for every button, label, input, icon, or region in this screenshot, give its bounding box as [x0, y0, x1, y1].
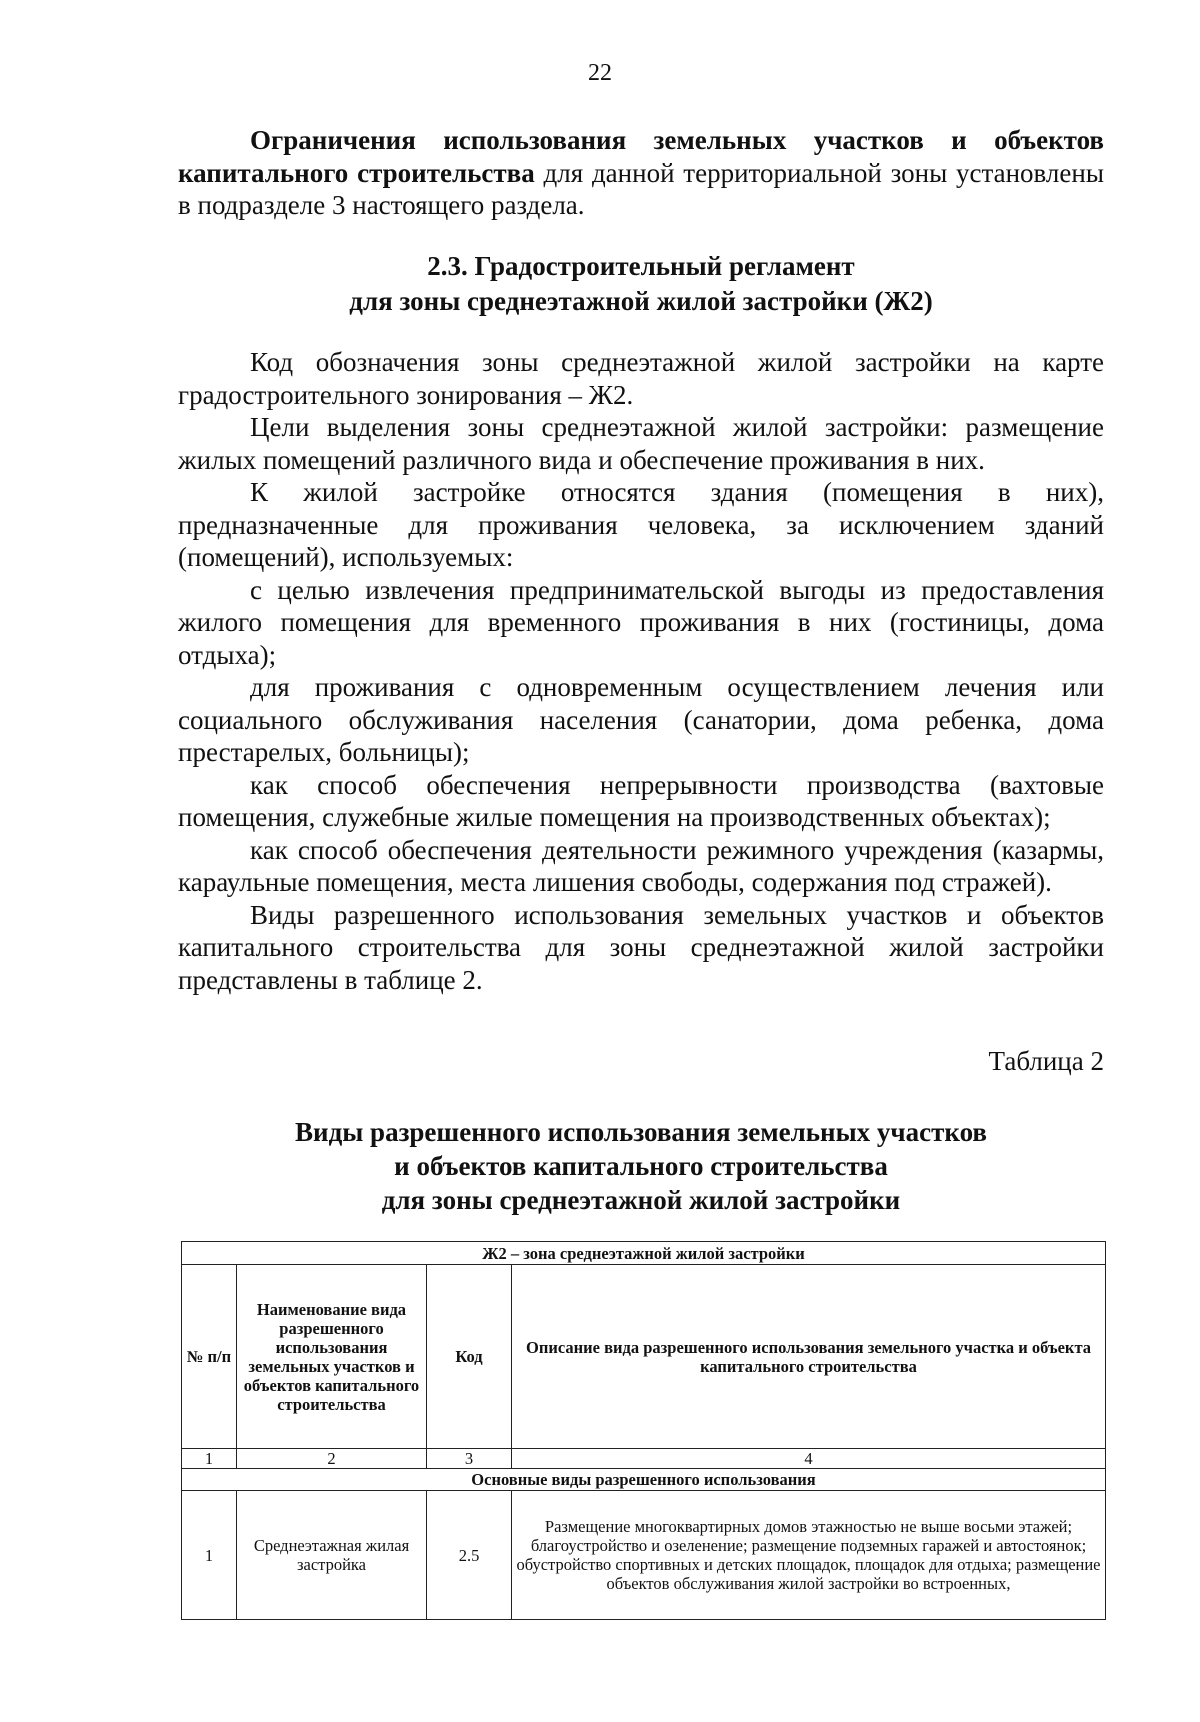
main-text [178, 346, 1104, 996]
row-description: Размещение многоквартирных домов этажностью не выше восьми этажей; благоустройство и озеленение; размещение подземных гаражей и автостоянок; обустройство спортивных и детских площадок, площадок для отдыха; размещение объектов обслуживания жилой застройки во встроенных, [512, 1491, 1106, 1620]
column-number: 1 [182, 1449, 237, 1469]
header-description: Описание вида разрешенного использования земельного участка и объекта капитального строительства [512, 1265, 1106, 1449]
page-number: 22 [588, 60, 612, 86]
table-group-row [182, 1469, 1106, 1491]
table-zone-row [182, 1242, 1106, 1265]
group-title: Основные виды разрешенного использования [182, 1469, 1106, 1491]
table-zone-title: Ж2 – зона среднеэтажной жилой застройки [182, 1242, 1106, 1265]
paragraph-exclusion-treatment: для проживания с одновременным осуществлением лечения или социального обслуживания населения (санатории, дома ребенка, дома престарелых, больницы); [178, 672, 1104, 767]
section-heading-line1: 2.3. Градостроительный регламент [427, 251, 855, 281]
table-heading-line1: Виды разрешенного использования земельных участков [295, 1117, 987, 1147]
row-code: 2.5 [427, 1491, 512, 1620]
permitted-use-table [181, 1241, 1106, 1620]
section-heading-line2: для зоны среднеэтажной жилой застройки (Ж2) [349, 286, 933, 316]
paragraph-exclusion-profit: с целью извлечения предпринимательской выгоды из предоставления жилого помещения для временного проживания в них (гостиницы, дома отдыха); [178, 574, 1104, 670]
paragraph-zone-purpose: Цели выделения зоны среднеэтажной жилой застройки: размещение жилых помещений различного вида и обеспечение проживания в них. [178, 412, 1104, 475]
header-name: Наименование вида разрешенного использования земельных участков и объектов капитального строительства [237, 1265, 427, 1449]
row-name: Среднеэтажная жилая застройка [237, 1491, 427, 1620]
paragraph-residential-definition: К жилой застройке относятся здания (помещения в них), предназначенные для проживания человека, за исключением зданий (помещений), используемых: [178, 477, 1104, 572]
column-number: 3 [427, 1449, 512, 1469]
paragraph-exclusion-regime: как способ обеспечения деятельности режимного учреждения (казармы, караульные помещения, места лишения свободы, содержания под стражей). [178, 834, 1104, 897]
intro-bold: Ограничения использования земельных участков и объектов капитального строительства [178, 125, 1104, 188]
table-header-row [182, 1265, 1106, 1449]
table-column-number-row [182, 1449, 1106, 1469]
column-number: 4 [512, 1449, 1106, 1469]
header-code: Код [427, 1265, 512, 1449]
table-heading-line2: и объектов капитального строительства [394, 1151, 888, 1181]
intro-paragraph [178, 124, 1104, 222]
intro-rest: для данной территориальной зоны установлены в подразделе 3 настоящего раздела. [178, 157, 1104, 220]
table-heading-line3: для зоны среднеэтажной жилой застройки [381, 1185, 901, 1215]
paragraph-table-reference: Виды разрешенного использования земельных участков и объектов капитального строительства для зоны среднеэтажной жилой застройки представлены в таблице 2. [178, 899, 1104, 995]
paragraph-zone-code: Код обозначения зоны среднеэтажной жилой застройки на карте градостроительного зонирования – Ж2. [178, 347, 1104, 410]
table-row [182, 1491, 1106, 1620]
header-num: № п/п [182, 1265, 237, 1449]
table-heading [178, 1115, 1104, 1217]
table-caption: Таблица 2 [988, 1046, 1104, 1076]
column-number: 2 [237, 1449, 427, 1469]
paragraph-exclusion-production: как способ обеспечения непрерывности производства (вахтовые помещения, служебные жилые помещения на производственных объектах); [178, 769, 1104, 832]
section-heading [178, 249, 1104, 319]
row-num: 1 [182, 1491, 237, 1620]
